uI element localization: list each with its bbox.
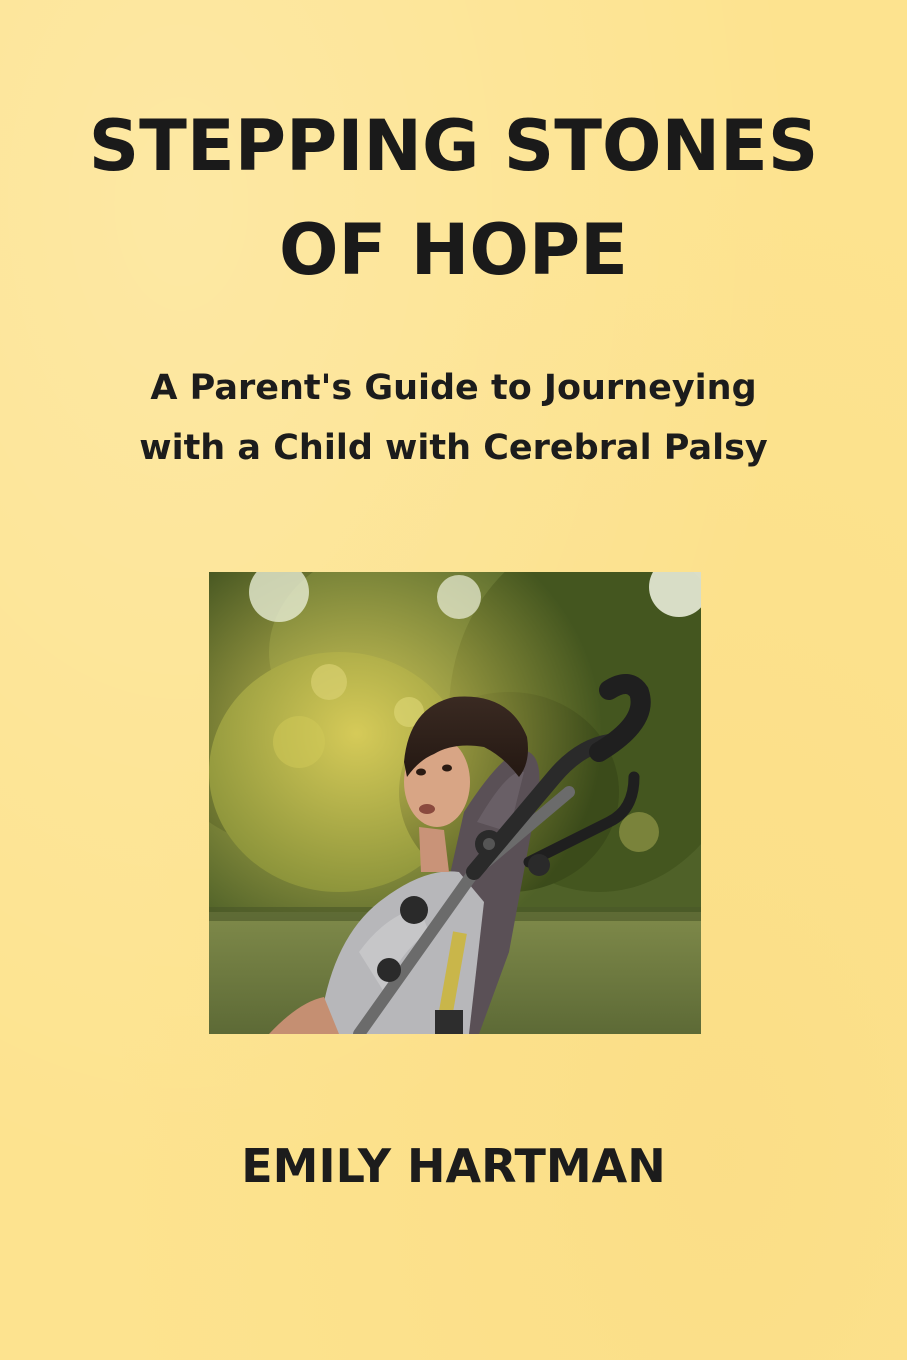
book-author: EMILY HARTMAN [241,1139,666,1193]
book-title-line-1: STEPPING STONES [88,105,819,187]
cover-photo [209,572,701,1034]
book-title [0,94,907,302]
book-title-line-2: OF HOPE [279,209,628,291]
book-subtitle-line-1: A Parent's Guide to Journeying [150,368,757,408]
book-subtitle [0,358,907,478]
book-subtitle-line-2: with a Child with Cerebral Palsy [139,428,768,468]
cover-photo-illustration [209,572,701,1034]
